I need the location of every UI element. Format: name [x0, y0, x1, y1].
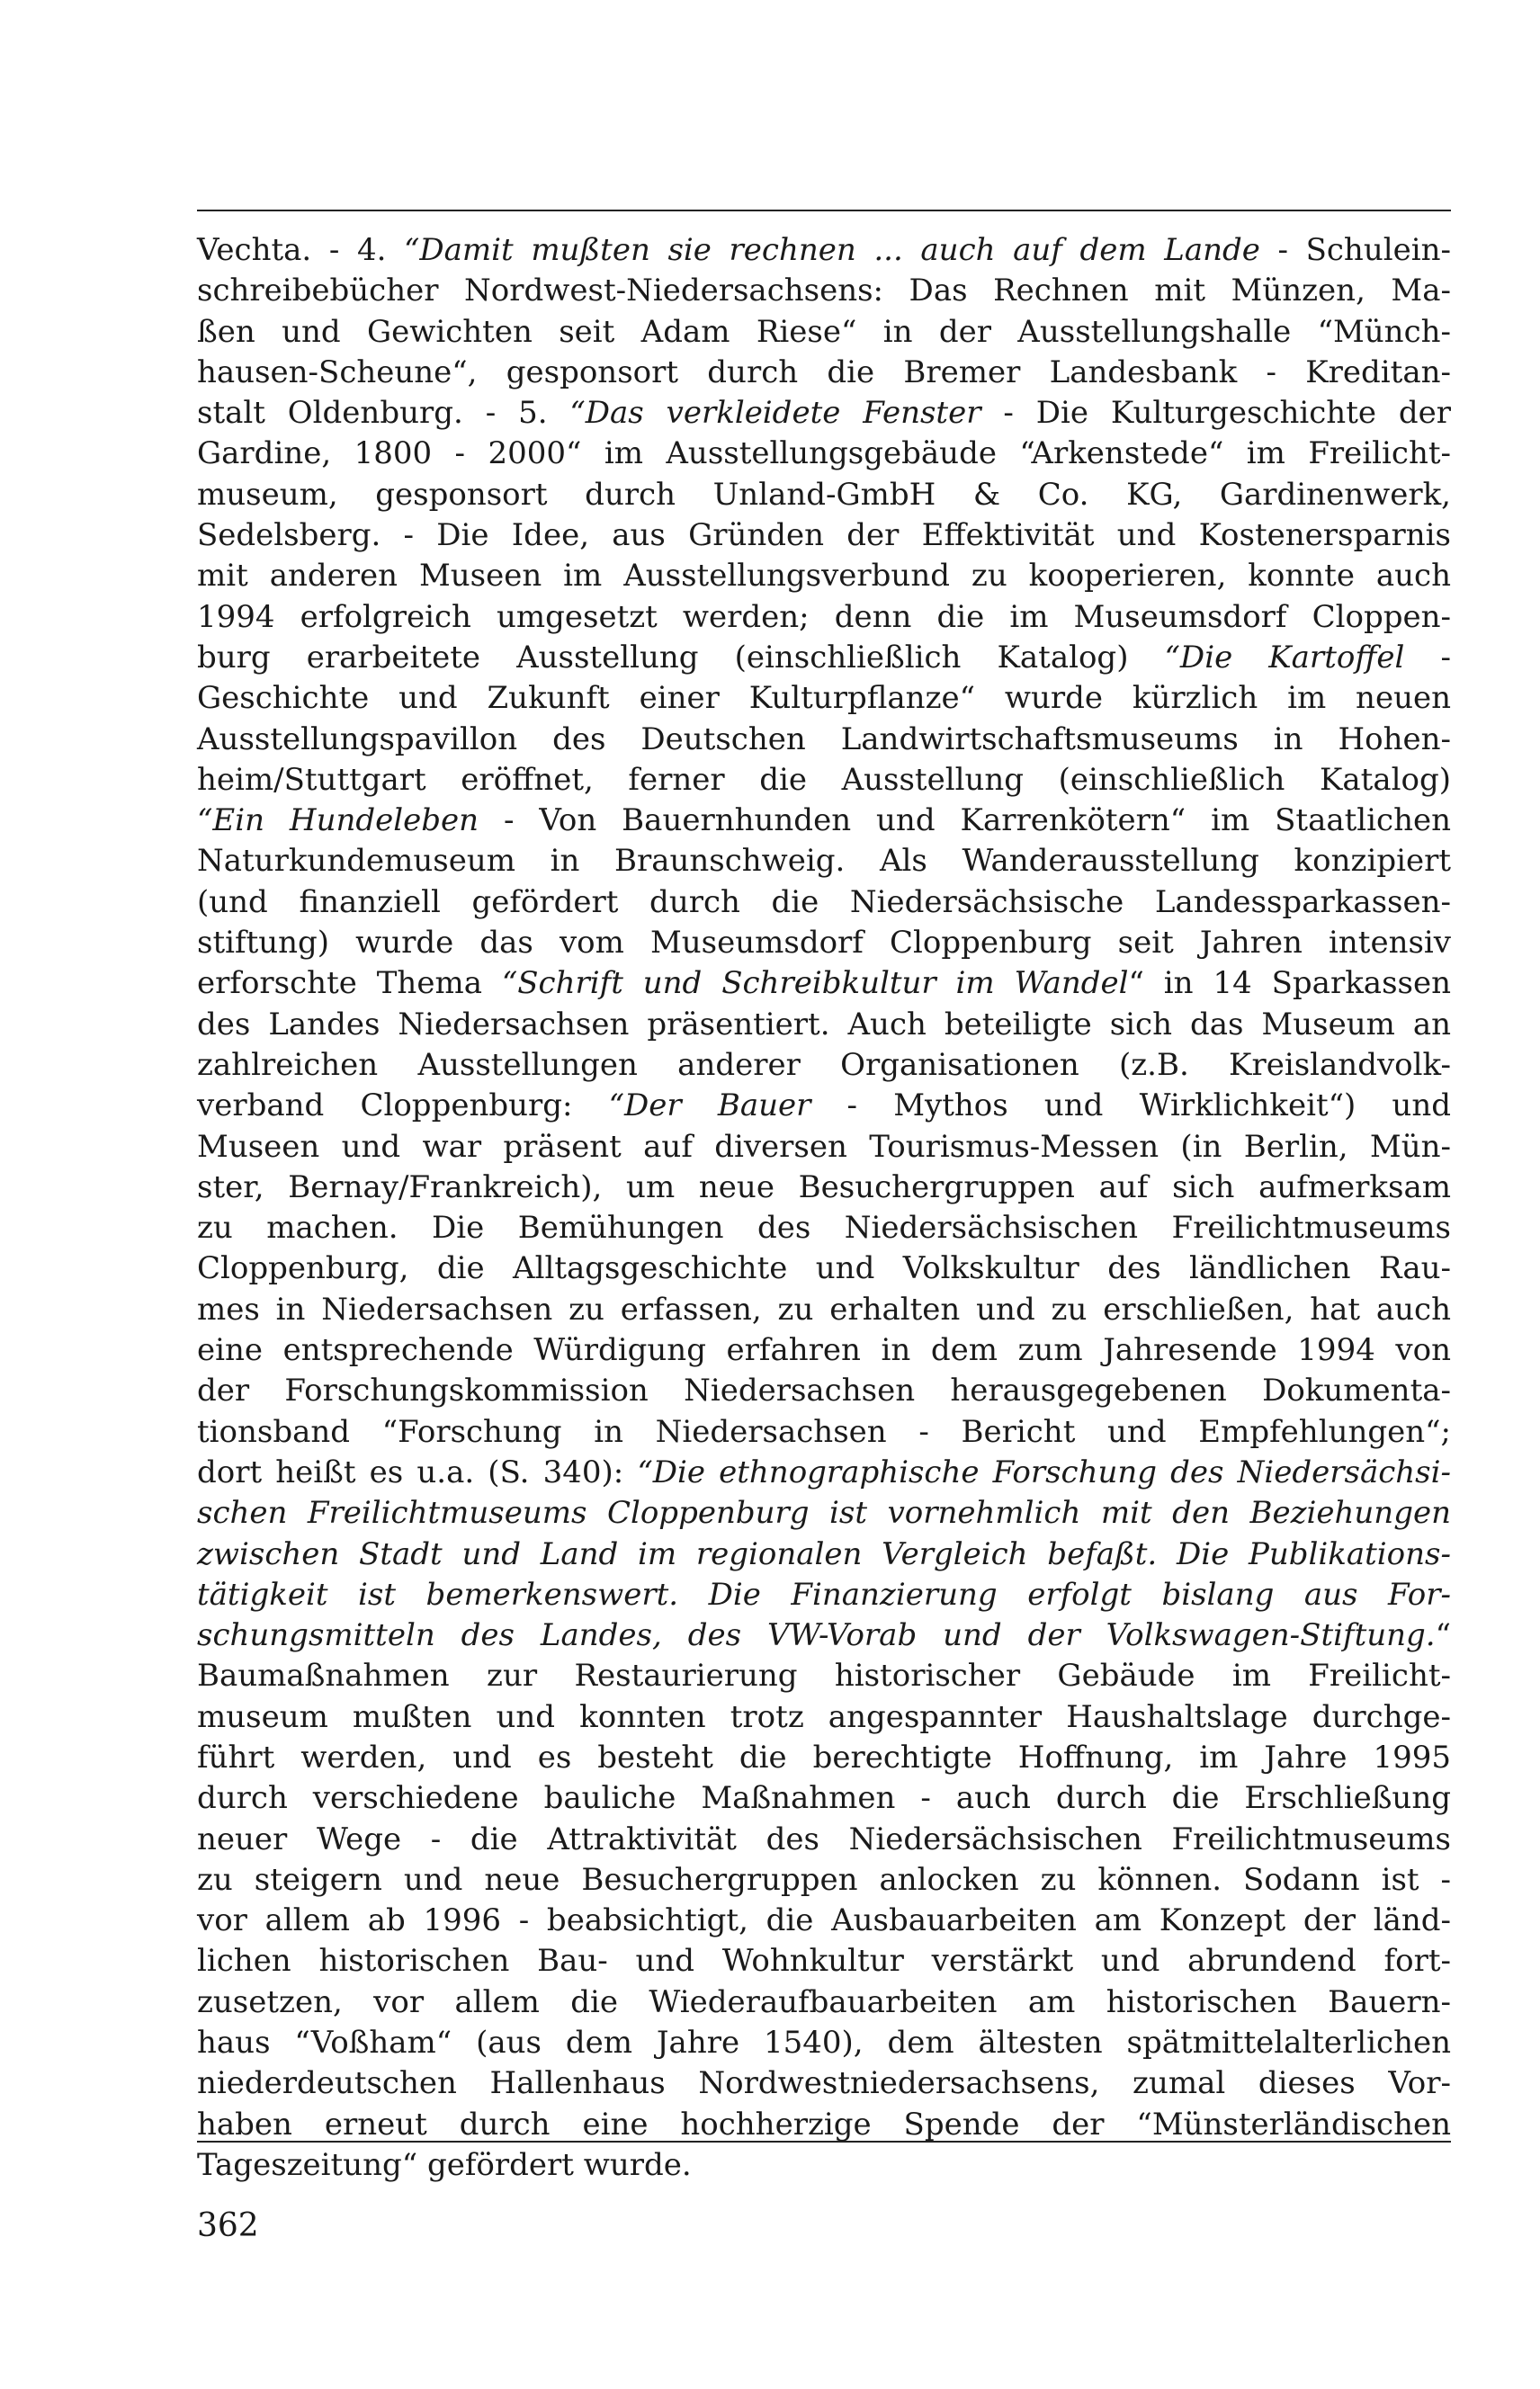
italic-text-segment: schungsmitteln des Landes, des VW-Vorab und der Volkswagen-Stiftung. — [197, 1617, 1436, 1654]
text-line — [197, 1941, 1451, 1982]
text-line — [197, 2145, 1451, 2186]
text-line — [197, 1901, 1451, 1941]
text-segment: mes in Niedersachsen zu erfassen, zu erhalten und zu erschließen, hat auch — [197, 1291, 1451, 1328]
text-line — [197, 963, 1451, 1004]
text-line — [197, 1290, 1451, 1330]
text-line — [197, 2063, 1451, 2104]
text-line — [197, 1127, 1451, 1168]
text-segment: Geschichte und Zukunft einer Kulturpflanze“ wurde kürzlich im neuen — [197, 680, 1451, 717]
text-segment: niederdeutschen Hallenhaus Nordwestniedersachsens, zumal dieses Vor- — [197, 2065, 1451, 2102]
italic-text-segment: “Das verkleidete Fenster — [569, 395, 981, 432]
text-line — [197, 760, 1451, 801]
italic-text-segment: schen Freilichtmuseums Cloppenburg ist vornehmlich mit den Beziehungen — [197, 1495, 1451, 1532]
text-line — [197, 2023, 1451, 2063]
text-segment: Gardine, 1800 - 2000“ im Ausstellungsgebäude “Arkenstede“ im Freilicht- — [197, 435, 1451, 472]
text-line — [197, 638, 1451, 678]
text-line — [197, 230, 1451, 271]
top-rule — [197, 210, 1451, 211]
text-segment: 1994 erfolgreich umgesetzt werden; denn die im Museumsdorf Cloppen- — [197, 598, 1451, 635]
text-line — [197, 1535, 1451, 1575]
text-segment: führt werden, und es besteht die berechtigte Hoffnung, im Jahre 1995 — [197, 1739, 1451, 1776]
text-segment: Naturkundemuseum in Braunschweig. Als Wanderausstellung konzipiert — [197, 843, 1451, 880]
text-line — [197, 1248, 1451, 1289]
italic-text-segment: “Die Kartoffel — [1164, 639, 1405, 676]
text-segment: Sedelsberg. - Die Idee, aus Gründen der Effektivität und Kostenersparnis — [197, 517, 1451, 554]
text-segment: vor allem ab 1996 - beabsichtigt, die Ausbauarbeiten am Konzept der länd- — [197, 1902, 1451, 1939]
italic-text-segment: zwischen Stadt und Land im regionalen Vergleich befaßt. Die Publikations- — [197, 1535, 1451, 1572]
text-line — [197, 1330, 1451, 1371]
text-segment: haben erneut durch eine hochherzige Spende der “Münsterländischen — [197, 2106, 1451, 2143]
text-segment: Vechta. - 4. — [197, 232, 405, 268]
text-line — [197, 312, 1451, 353]
text-line — [197, 1005, 1451, 1045]
text-line — [197, 1371, 1451, 1411]
text-segment: (und finanziell gefördert durch die Niedersächsische Landessparkassen- — [197, 883, 1451, 920]
italic-text-segment: “Die ethnographische Forschung des Niedersächsi- — [637, 1454, 1451, 1490]
text-segment: zu machen. Die Bemühungen des Niedersächsischen Freilichtmuseums — [197, 1210, 1451, 1247]
text-line — [197, 841, 1451, 881]
body-text — [197, 230, 1451, 2186]
text-line — [197, 1168, 1451, 1208]
text-segment: eine entsprechende Würdigung erfahren in dem zum Jahresende 1994 von — [197, 1332, 1451, 1369]
text-line — [197, 1738, 1451, 1778]
text-segment: haus “Voßham“ (aus dem Jahre 1540), dem ältesten spätmittelalterlichen — [197, 2025, 1451, 2062]
text-segment: Cloppenburg, die Alltagsgeschichte und Volkskultur des ländlichen Rau- — [197, 1250, 1451, 1287]
text-line — [197, 1820, 1451, 1860]
text-segment: zu steigern und neue Besuchergruppen anlocken zu können. Sodann ist - — [197, 1861, 1451, 1898]
text-line — [197, 1982, 1451, 2023]
italic-text-segment: “Der Bauer — [608, 1087, 811, 1124]
text-line — [197, 678, 1451, 719]
text-line — [197, 1615, 1451, 1656]
text-line — [197, 1453, 1451, 1493]
text-line — [197, 801, 1451, 841]
text-segment: Museen und war präsent auf diversen Tourismus-Messen (in Berlin, Mün- — [197, 1128, 1451, 1165]
text-segment: Ausstellungspavillon des Deutschen Landwirtschaftsmuseums in Hohen- — [197, 720, 1451, 757]
text-segment: stalt Oldenburg. - 5. — [197, 395, 570, 432]
text-segment: der Forschungskommission Niedersachsen herausgegebenen Dokumenta- — [197, 1373, 1451, 1409]
text-segment: zusetzen, vor allem die Wiederaufbauarbeiten am historischen Bauern- — [197, 1983, 1451, 2020]
text-segment: burg erarbeitete Ausstellung (einschließlich Katalog) — [197, 639, 1165, 676]
text-line — [197, 1493, 1451, 1534]
text-line — [197, 393, 1451, 434]
page-number: 362 — [197, 2207, 259, 2244]
text-line — [197, 2105, 1451, 2145]
text-line — [197, 1086, 1451, 1126]
text-segment: stiftung) wurde das vom Museumsdorf Cloppenburg seit Jahren intensiv — [197, 925, 1451, 962]
text-line — [197, 1412, 1451, 1453]
text-segment: museum, gesponsort durch Unland-GmbH & Co. KG, Gardinenwerk, — [197, 476, 1451, 513]
italic-text-segment: “Ein Hundeleben — [197, 802, 479, 839]
text-line — [197, 353, 1451, 393]
text-segment: ster, Bernay/Frankreich), um neue Besuchergruppen auf sich aufmerksam — [197, 1168, 1451, 1205]
text-segment: ßen und Gewichten seit Adam Riese“ in der Ausstellungshalle “Münch- — [197, 313, 1451, 350]
text-line — [197, 923, 1451, 963]
bottom-rule — [197, 2141, 1451, 2143]
text-segment: - Mythos und Wirklichkeit“) und — [810, 1087, 1451, 1124]
text-segment: hausen-Scheune“, gesponsort durch die Bremer Landesbank - Kreditan- — [197, 353, 1451, 390]
text-segment: neuer Wege - die Attraktivität des Niedersächsischen Freilichtmuseums — [197, 1821, 1451, 1857]
italic-text-segment: “Schrift und Schreibkultur im Wandel — [501, 965, 1129, 1002]
text-segment: - Von Bauernhunden und Karrenkötern“ im Staatlichen — [479, 802, 1452, 839]
text-line — [197, 882, 1451, 923]
text-segment: verband Cloppenburg: — [197, 1087, 609, 1124]
text-segment: Baumaßnahmen zur Restaurierung historischer Gebäude im Freilicht- — [197, 1658, 1451, 1695]
text-line — [197, 720, 1451, 760]
text-segment: - — [1404, 639, 1451, 676]
italic-text-segment: tätigkeit ist bemerkenswert. Die Finanzierung erfolgt bislang aus For- — [197, 1576, 1451, 1613]
text-line — [197, 1860, 1451, 1901]
text-line — [197, 1045, 1451, 1086]
text-segment: heim/Stuttgart eröffnet, ferner die Ausstellung (einschließlich Katalog) — [197, 761, 1451, 798]
text-line — [197, 1697, 1451, 1738]
text-segment: durch verschiedene bauliche Maßnahmen - auch durch die Erschließung — [197, 1780, 1451, 1817]
text-segment: schreibebücher Nordwest-Niedersachsens: Das Rechnen mit Münzen, Ma- — [197, 273, 1451, 309]
text-segment: lichen historischen Bau- und Wohnkultur verstärkt und abrundend fort- — [197, 1943, 1451, 1980]
text-segment: zahlreichen Ausstellungen anderer Organisationen (z.B. Kreislandvolk- — [197, 1046, 1451, 1083]
text-segment: tionsband “Forschung in Niedersachsen - Bericht und Empfehlungen“; — [197, 1413, 1451, 1450]
italic-text-segment: “Damit mußten sie rechnen ... auch auf dem Lande — [404, 232, 1260, 268]
text-segment: - Die Kulturgeschichte der — [980, 395, 1451, 432]
text-segment: dort heißt es u.a. (S. 340): — [197, 1454, 638, 1490]
text-segment: Tageszeitung“ gefördert wurde. — [197, 2146, 692, 2183]
text-segment: mit anderen Museen im Ausstellungsverbund zu kooperieren, konnte auch — [197, 558, 1451, 595]
text-line — [197, 434, 1451, 474]
text-segment: “ in 14 Sparkassen — [1128, 965, 1451, 1002]
text-segment: museum mußten und konnten trotz angespannter Haushaltslage durchge- — [197, 1698, 1451, 1735]
text-segment: erforschte Thema — [197, 965, 502, 1002]
text-line — [197, 475, 1451, 515]
text-segment: - Schulein- — [1259, 232, 1451, 268]
text-line — [197, 1208, 1451, 1248]
text-segment: “ — [1435, 1617, 1451, 1654]
text-line — [197, 597, 1451, 638]
text-segment: des Landes Niedersachsen präsentiert. Auch beteiligte sich das Museum an — [197, 1006, 1451, 1042]
text-line — [197, 556, 1451, 596]
text-line — [197, 1575, 1451, 1615]
text-line — [197, 515, 1451, 556]
text-line — [197, 1778, 1451, 1819]
text-line — [197, 1656, 1451, 1696]
text-line — [197, 271, 1451, 311]
